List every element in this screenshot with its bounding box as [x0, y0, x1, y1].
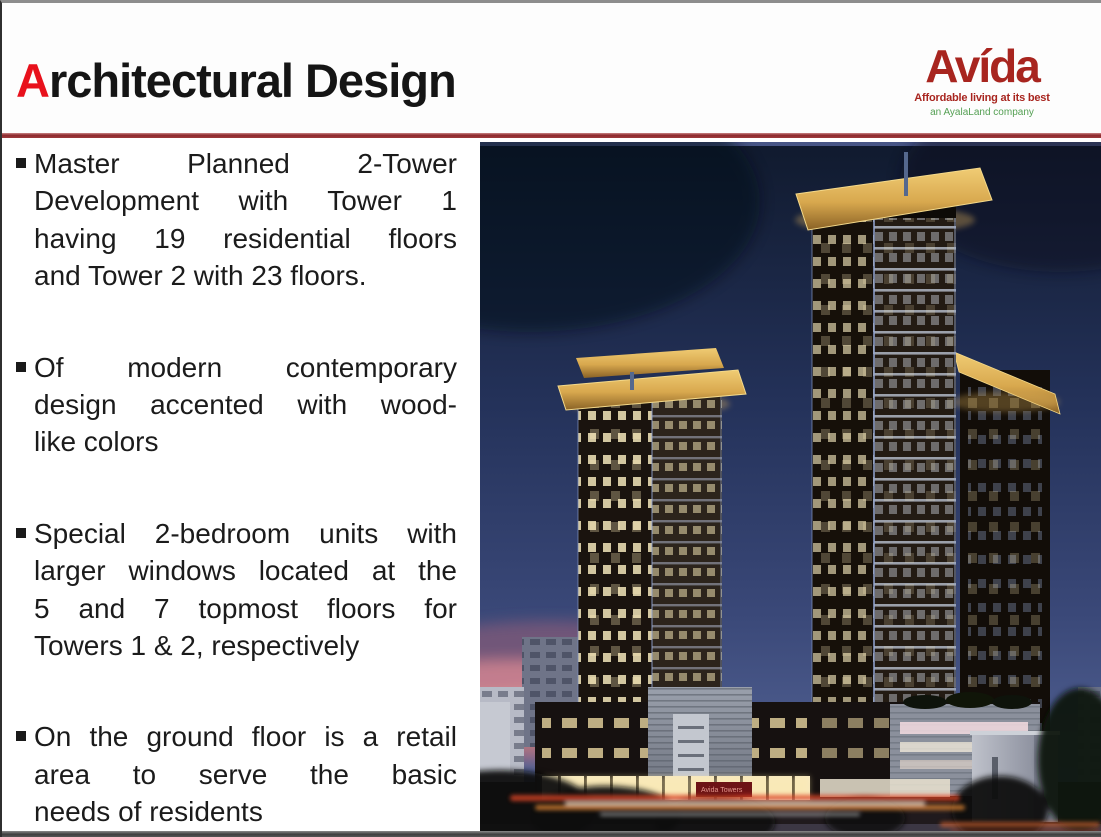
bullet-item-units	[16, 515, 457, 665]
avida-logo-company-line: an AyalaLand company	[930, 107, 1034, 118]
bullet-line: and Tower 2 with 23 floors.	[34, 260, 367, 292]
page-title	[16, 53, 456, 108]
bullet-line: Of modern contemporary	[34, 351, 457, 383]
bullet-square-icon	[16, 158, 26, 168]
slide-bottom-edge	[2, 831, 1101, 837]
bullet-line: like colors	[34, 426, 159, 458]
slide-header	[2, 3, 1101, 133]
bullet-line: design accented with wood-	[34, 389, 457, 421]
bullet-line: 5 and 7 topmost floors for	[34, 592, 457, 624]
bullet-square-icon	[16, 528, 26, 538]
bullet-item-design	[16, 349, 457, 461]
bullet-line: Master Planned 2-Tower	[34, 148, 457, 179]
bullet-line: needs of residents	[34, 796, 263, 828]
title-accent-letter: A	[16, 54, 49, 107]
avida-towers-sign: Avida Towers	[701, 787, 743, 794]
towers-rendering-image	[480, 142, 1101, 834]
bullet-line: larger windows located at the	[34, 555, 457, 587]
bullet-item-towers	[16, 145, 457, 295]
avida-logo-wordmark: Avída	[925, 40, 1039, 92]
bullet-line: area to serve the basic	[34, 758, 457, 790]
avida-logo-tagline: Affordable living at its best	[914, 92, 1050, 104]
title-rest: rchitectural Design	[48, 54, 456, 107]
roof-fin	[904, 152, 908, 196]
bullet-line: On the ground floor is a retail	[34, 721, 457, 753]
bullet-line: Special 2-bedroom units with	[34, 517, 457, 549]
bullet-square-icon	[16, 362, 26, 372]
avida-logo	[897, 40, 1067, 118]
bullet-square-icon	[16, 731, 26, 741]
bullet-item-retail	[16, 718, 457, 830]
bullet-line: Development with Tower 1	[34, 185, 457, 217]
bullet-line: having 19 residential floors	[34, 222, 457, 254]
bullet-line: Towers 1 & 2, respectively	[34, 630, 360, 662]
bullet-list	[16, 138, 457, 837]
towers-rendering-canvas	[480, 142, 1101, 834]
